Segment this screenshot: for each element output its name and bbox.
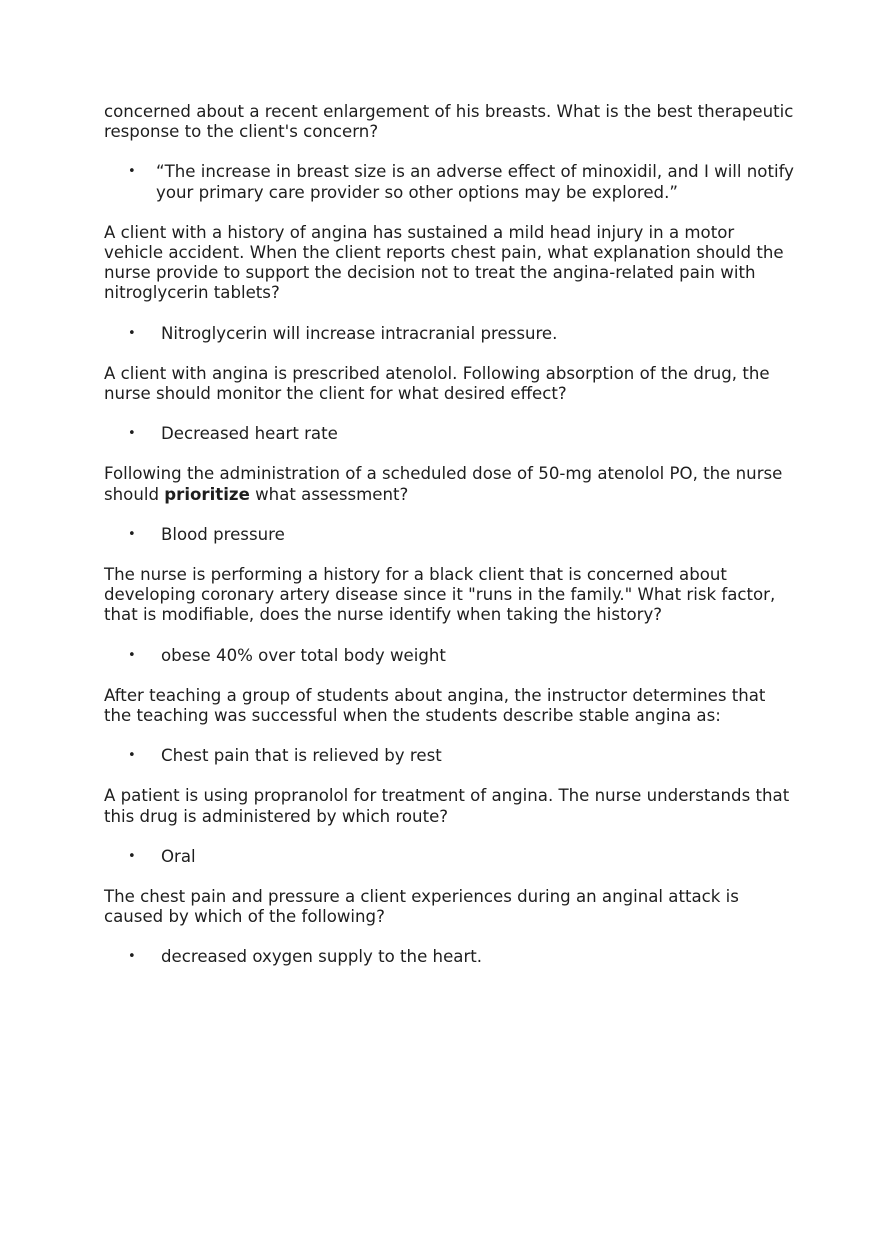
answer-text: Decreased heart rate xyxy=(161,424,338,444)
answer-text: Blood pressure xyxy=(161,524,285,544)
question-text xyxy=(104,464,794,504)
question-text-start: Following the administration of a scheduled dose of 50-mg atenolol PO, the nurse should xyxy=(104,464,783,504)
answer-text: Chest pain that is relieved by rest xyxy=(161,746,442,766)
answer-text: Oral xyxy=(161,846,196,866)
question-text: A client with angina is prescribed atenolol. Following absorption of the drug, the nurse should monitor the client for what desired effect? xyxy=(104,363,770,404)
answer-text: decreased oxygen supply to the heart. xyxy=(161,947,483,967)
question-text: The nurse is performing a history for a black client that is concerned about developing coronary artery disease since it "runs in the family." What risk factor, that is modifiable, does the nurse identify when taking the history? xyxy=(104,565,776,625)
question-text-end: what assessment? xyxy=(255,484,409,504)
bullet-icon: • xyxy=(128,426,136,442)
answer-item xyxy=(104,746,794,766)
answer-list xyxy=(104,646,794,666)
bullet-icon: • xyxy=(128,164,136,180)
answer-item xyxy=(104,525,794,545)
question-emphasis: prioritize xyxy=(164,484,250,504)
answer-item xyxy=(104,847,794,867)
question-text: After teaching a group of students about angina, the instructor determines that the teaching was successful when the students describe stable angina as: xyxy=(104,685,766,726)
bullet-icon: • xyxy=(128,748,136,764)
answer-text: obese 40% over total body weight xyxy=(161,645,446,665)
bullet-icon: • xyxy=(128,526,136,542)
answer-list xyxy=(104,324,794,344)
answer-text: “The increase in breast size is an adverse effect of minoxidil, and I will notify your primary care provider so other options may be explored.” xyxy=(156,162,794,202)
document-page xyxy=(104,102,794,988)
answer-item xyxy=(104,646,794,666)
answer-list xyxy=(104,162,794,202)
answer-list xyxy=(104,947,794,967)
answer-list xyxy=(104,746,794,766)
question-text: concerned about a recent enlargement of his breasts. What is the best therapeutic response to the client's concern? xyxy=(104,102,794,142)
bullet-icon: • xyxy=(128,647,136,663)
answer-item xyxy=(104,424,794,444)
answer-list xyxy=(104,424,794,444)
answer-list xyxy=(104,847,794,867)
bullet-icon: • xyxy=(128,949,136,965)
bullet-icon: • xyxy=(128,848,136,864)
question-text: A client with a history of angina has sustained a mild head injury in a motor vehicle accident. When the client reports chest pain, what explanation should the nurse provide to support the decision not to treat the angina-related pain with nitroglycerin tablets? xyxy=(104,222,784,303)
answer-item xyxy=(104,947,794,967)
question-text: The chest pain and pressure a client experiences during an anginal attack is caused by which of the following? xyxy=(104,887,739,927)
answer-text: Nitroglycerin will increase intracranial pressure. xyxy=(161,323,558,343)
answer-item xyxy=(104,324,794,344)
bullet-icon: • xyxy=(128,325,136,341)
answer-item xyxy=(104,162,794,202)
question-text: A patient is using propranolol for treatment of angina. The nurse understands that this drug is administered by which route? xyxy=(104,786,790,826)
answer-list xyxy=(104,525,794,545)
